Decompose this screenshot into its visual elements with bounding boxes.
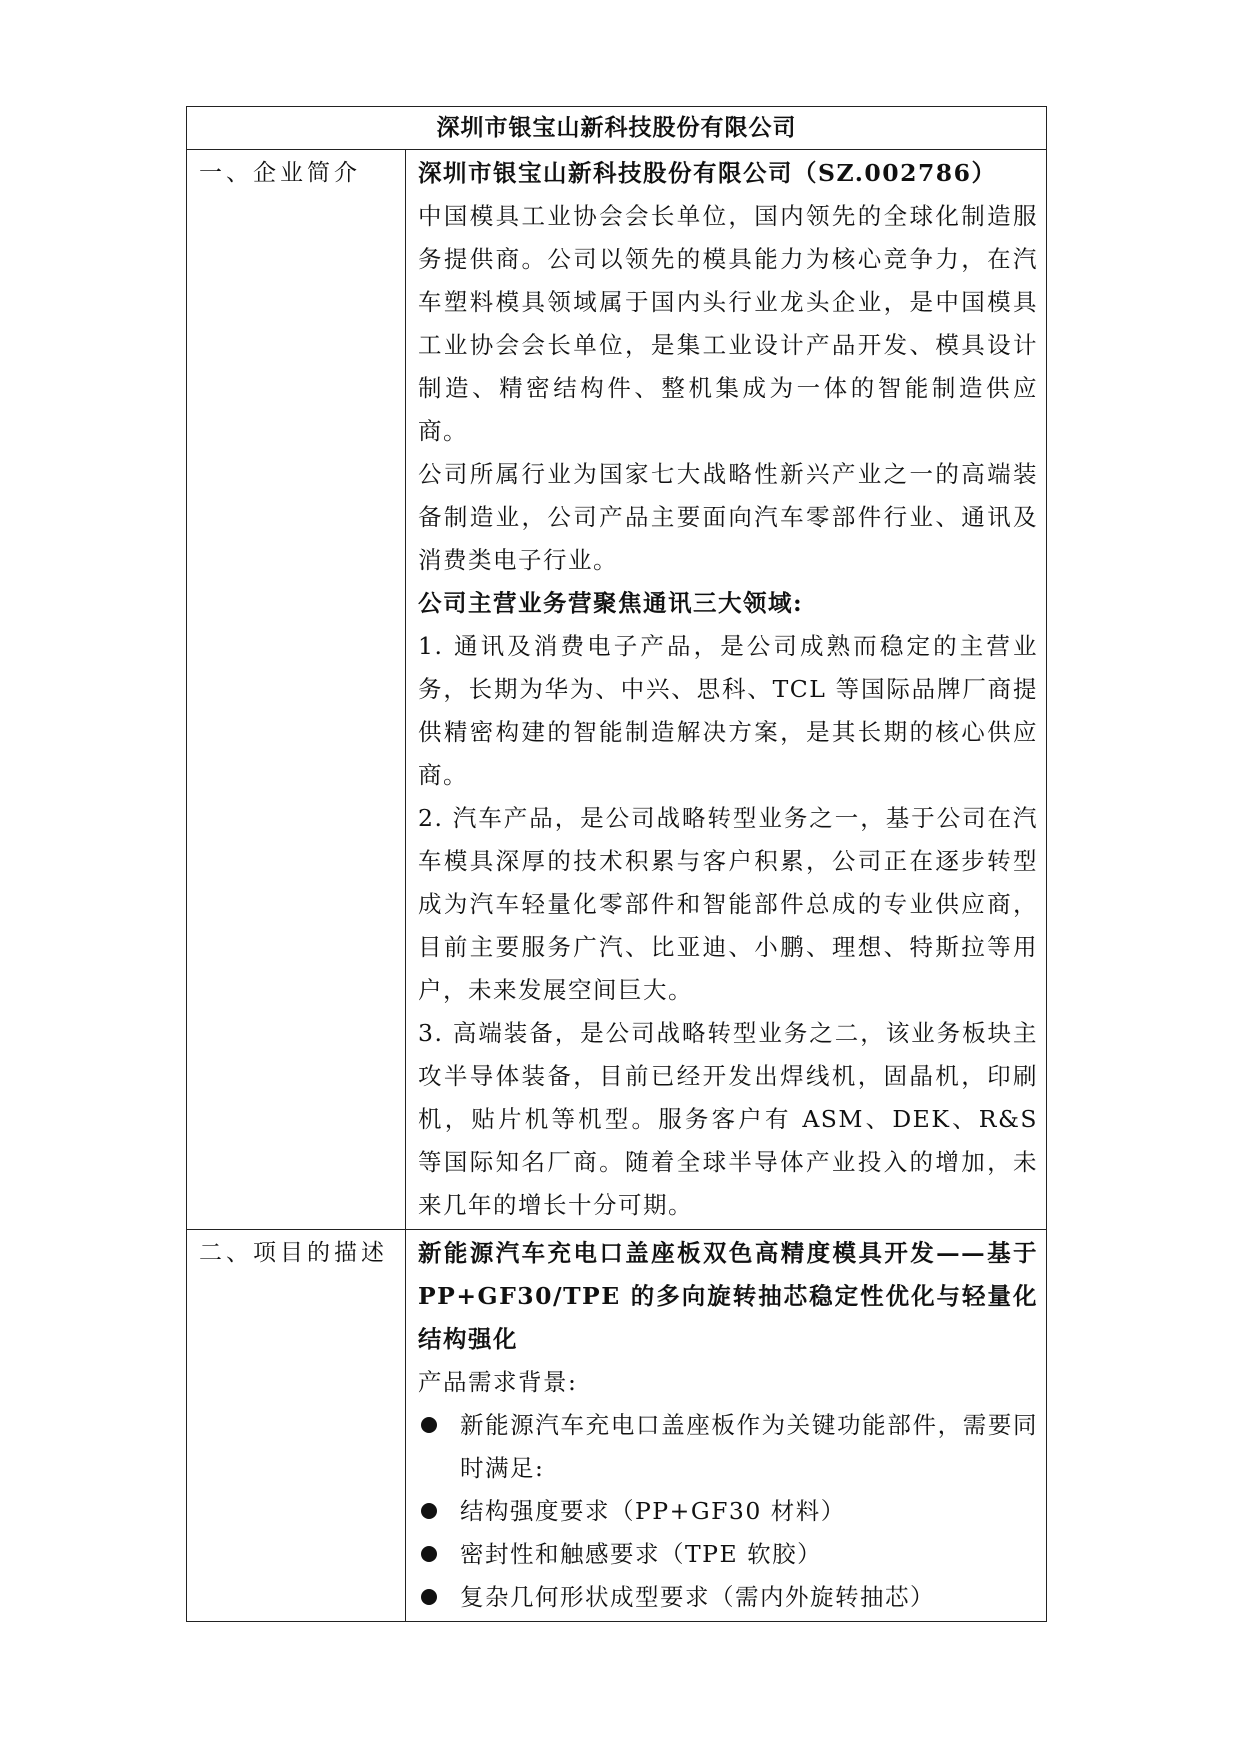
bullet-text: 新能源汽车充电口盖座板作为关键功能部件，需要同时满足: <box>460 1411 1038 1482</box>
business-item-telecom: 1. 通讯及消费电子产品，是公司成熟而稳定的主营业务，长期为华为、中兴、思科、TCL 等国际品牌厂商提供精密构建的智能制造解决方案，是其长期的核心供应商。 <box>418 632 1038 789</box>
business-item-equipment: 3. 高端装备，是公司战略转型业务之二，该业务板块主攻半导体装备，目前已经开发出焊线机，固晶机，印刷机，贴片机等机型。服务客户有 ASM、DEK、R&S 等国际知名厂商。随着全球半导体产业投入的增加，未来几年的增长十分可期。 <box>418 1019 1038 1219</box>
bullet-item <box>418 1533 1038 1576</box>
company-intro-row <box>187 150 1047 1230</box>
section-label-intro: 一、企业简介 <box>187 150 406 1230</box>
document-title: 深圳市银宝山新科技股份有限公司 <box>187 107 1047 150</box>
section-label-project: 二、项目的描述 <box>187 1230 406 1622</box>
company-profile-table <box>186 106 1047 1622</box>
bullet-dot-icon <box>421 1589 437 1605</box>
project-description-row <box>187 1230 1047 1622</box>
industry-paragraph: 公司所属行业为国家七大战略性新兴产业之一的高端装备制造业，公司产品主要面向汽车零部件行业、通讯及消费类电子行业。 <box>418 460 1038 574</box>
company-intro-body <box>406 150 1047 1230</box>
business-focus-heading: 公司主营业务营聚焦通讯三大领域: <box>418 589 804 617</box>
intro-paragraph: 中国模具工业协会会长单位，国内领先的全球化制造服务提供商。公司以领先的模具能力为核心竞争力，在汽车塑料模具领域属于国内头行业龙头企业，是中国模具工业协会会长单位，是集工业设计产品开发、模具设计制造、精密结构件、整机集成为一体的智能制造供应商。 <box>418 202 1038 445</box>
bullet-dot-icon <box>421 1417 437 1433</box>
requirement-background-label: 产品需求背景: <box>418 1368 578 1396</box>
bullet-item <box>418 1490 1038 1533</box>
project-title: 新能源汽车充电口盖座板双色高精度模具开发——基于 PP+GF30/TPE 的多向旋转抽芯稳定性优化与轻量化结构强化 <box>418 1239 1038 1353</box>
bullet-dot-icon <box>421 1546 437 1562</box>
title-row <box>187 107 1047 150</box>
bullet-text: 结构强度要求（PP+GF30 材料） <box>460 1497 846 1525</box>
bullet-item <box>418 1576 1038 1619</box>
bullet-item <box>418 1404 1038 1490</box>
business-item-automotive: 2. 汽车产品，是公司战略转型业务之一，基于公司在汽车模具深厚的技术积累与客户积累，公司正在逐步转型成为汽车轻量化零部件和智能部件总成的专业供应商，目前主要服务广汽、比亚迪、小鹏、理想、特斯拉等用户，未来发展空间巨大。 <box>418 804 1038 1004</box>
bullet-text: 复杂几何形状成型要求（需内外旋转抽芯） <box>460 1583 935 1611</box>
project-description-body <box>406 1230 1047 1622</box>
bullet-dot-icon <box>421 1503 437 1519</box>
bullet-text: 密封性和触感要求（TPE 软胶） <box>460 1540 823 1568</box>
company-name-line: 深圳市银宝山新科技股份有限公司（SZ.002786） <box>418 159 997 187</box>
